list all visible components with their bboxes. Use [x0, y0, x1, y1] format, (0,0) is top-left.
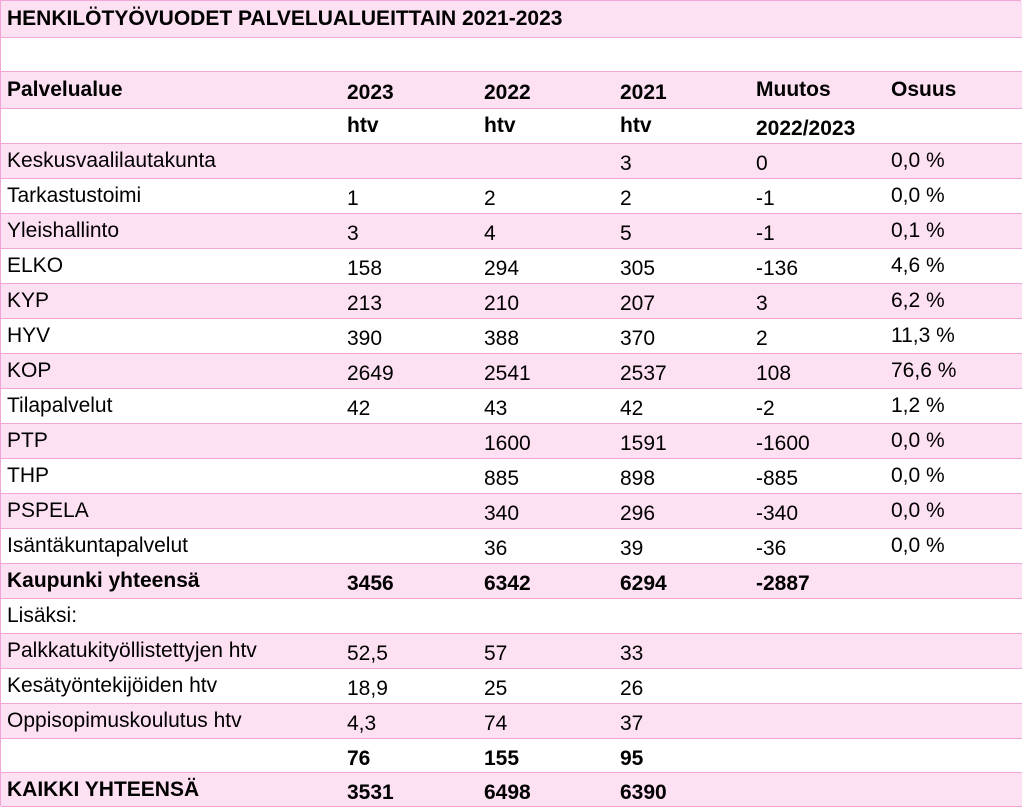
row-2022: 340	[484, 502, 520, 525]
row-2022: 36	[484, 537, 508, 560]
row-name: Palkkatukityöllistettyjen htv	[7, 639, 257, 662]
row-share: 1,2 %	[891, 394, 945, 417]
row-change: -136	[756, 257, 799, 280]
row-name: PTP	[7, 429, 48, 452]
header-2022: 2022	[484, 81, 531, 104]
row-2021: 898	[620, 467, 656, 490]
row-name: Isäntäkuntapalvelut	[7, 534, 188, 557]
row-2023: 1	[347, 187, 359, 210]
city-total-row	[1, 564, 1022, 599]
row-2022: 210	[484, 292, 520, 315]
header-muutos: Muutos	[756, 78, 831, 101]
additional-total-2021: 95	[620, 746, 644, 770]
title-row	[1, 1, 1022, 38]
row-change: -1600	[756, 432, 810, 455]
row-2023: 390	[347, 327, 383, 350]
row-share: 0,0 %	[891, 534, 945, 557]
row-2023: 3	[347, 222, 359, 245]
row-2022: 2	[484, 187, 496, 210]
row-share: 0,1 %	[891, 219, 945, 242]
row-2021: 5	[620, 222, 632, 245]
header-2021: 2021	[620, 81, 667, 104]
row-2021: 370	[620, 327, 656, 350]
row-2022: 885	[484, 467, 520, 490]
row-2022: 57	[484, 642, 508, 665]
table-row	[1, 144, 1022, 179]
header-row	[1, 72, 1022, 109]
row-2022: 2541	[484, 362, 531, 385]
additional-total-row	[1, 739, 1022, 773]
row-name: THP	[7, 464, 49, 487]
row-name: KYP	[7, 289, 50, 312]
row-change: 0	[756, 152, 768, 175]
row-change: -36	[756, 537, 787, 560]
header-palvelualue: Palvelualue	[7, 78, 123, 101]
additional-total-2023: 76	[347, 746, 371, 770]
row-2022: 74	[484, 712, 508, 735]
table-row	[1, 494, 1022, 529]
row-name: PSPELA	[7, 499, 89, 522]
row-2021: 3	[620, 152, 632, 175]
table-row	[1, 529, 1022, 564]
row-share: 0,0 %	[891, 499, 945, 522]
city-total-label: Kaupunki yhteensä	[7, 569, 200, 592]
table-row	[1, 179, 1022, 214]
row-2021: 37	[620, 712, 644, 735]
subheader-unit-2023: htv	[347, 114, 379, 137]
row-name: Tilapalvelut	[7, 394, 113, 417]
row-2022: 1600	[484, 432, 531, 455]
table-row	[1, 249, 1022, 284]
grand-total-2022: 6498	[484, 780, 531, 804]
row-change: -885	[756, 467, 799, 490]
row-change: -340	[756, 502, 799, 525]
subheader-unit-2022: htv	[484, 114, 516, 137]
row-2022: 43	[484, 397, 508, 420]
row-share: 4,6 %	[891, 254, 945, 277]
grand-total-2023: 3531	[347, 780, 394, 804]
table-row	[1, 424, 1022, 459]
row-2023: 42	[347, 397, 371, 420]
table-row	[1, 459, 1022, 494]
subheader-unit-2021: htv	[620, 114, 652, 137]
row-share: 76,6 %	[891, 359, 957, 382]
row-2021: 296	[620, 502, 656, 525]
grand-total-row	[1, 773, 1022, 807]
row-name: Oppisopimuskoulutus htv	[7, 709, 242, 732]
table-row	[1, 214, 1022, 249]
table-row	[1, 284, 1022, 319]
row-name: HYV	[7, 324, 51, 347]
row-2023: 18,9	[347, 677, 388, 700]
additional-label: Lisäksi:	[7, 604, 78, 627]
row-2022: 294	[484, 257, 520, 280]
row-2022: 4	[484, 222, 496, 245]
table-row	[1, 704, 1022, 739]
table-row	[1, 319, 1022, 354]
row-2021: 2	[620, 187, 632, 210]
city-total-2022: 6342	[484, 572, 531, 595]
row-name: Keskusvaalilautakunta	[7, 149, 216, 172]
grand-total-label: KAIKKI YHTEENSÄ	[7, 777, 200, 801]
city-total-change: -2887	[756, 572, 810, 595]
row-2021: 305	[620, 257, 656, 280]
row-change: 2	[756, 327, 768, 350]
table-row	[1, 634, 1022, 669]
row-2021: 207	[620, 292, 656, 315]
row-share: 0,0 %	[891, 149, 945, 172]
row-2022: 388	[484, 327, 520, 350]
row-change: -1	[756, 187, 775, 210]
row-change: -2	[756, 397, 775, 420]
row-name: Kesätyöntekijöiden htv	[7, 674, 218, 697]
grand-total-2021: 6390	[620, 780, 667, 804]
row-2021: 39	[620, 537, 644, 560]
header-2023: 2023	[347, 81, 394, 104]
row-name: ELKO	[7, 254, 64, 277]
subheader-period: 2022/2023	[756, 117, 856, 140]
city-total-2021: 6294	[620, 572, 667, 595]
table-row	[1, 354, 1022, 389]
row-2021: 33	[620, 642, 644, 665]
row-name: Tarkastustoimi	[7, 184, 142, 207]
header-osuus: Osuus	[891, 78, 957, 101]
row-share: 11,3 %	[891, 324, 955, 347]
row-2023: 4,3	[347, 712, 377, 735]
row-change: 3	[756, 292, 768, 315]
row-name: Yleishallinto	[7, 219, 120, 242]
row-share: 0,0 %	[891, 184, 945, 207]
row-2023: 52,5	[347, 642, 388, 665]
row-change: -1	[756, 222, 775, 245]
table-title: HENKILÖTYÖVUODET PALVELUALUEITTAIN 2021-2023	[7, 7, 563, 30]
row-2021: 2537	[620, 362, 667, 385]
row-share: 0,0 %	[891, 464, 945, 487]
city-total-2023: 3456	[347, 572, 394, 595]
additional-label-row	[1, 599, 1022, 634]
row-share: 0,0 %	[891, 429, 945, 452]
row-2022: 25	[484, 677, 508, 700]
row-2023: 213	[347, 292, 383, 315]
row-2021: 1591	[620, 432, 667, 455]
subheader-row	[1, 109, 1022, 144]
table-row	[1, 669, 1022, 704]
additional-total-2022: 155	[484, 746, 520, 770]
row-2023: 2649	[347, 362, 394, 385]
row-change: 108	[756, 362, 792, 385]
empty-row	[1, 38, 1022, 72]
table-row	[1, 389, 1022, 424]
row-name: KOP	[7, 359, 52, 382]
row-2021: 26	[620, 677, 644, 700]
row-share: 6,2 %	[891, 289, 945, 312]
row-2021: 42	[620, 397, 644, 420]
row-2023: 158	[347, 257, 383, 280]
